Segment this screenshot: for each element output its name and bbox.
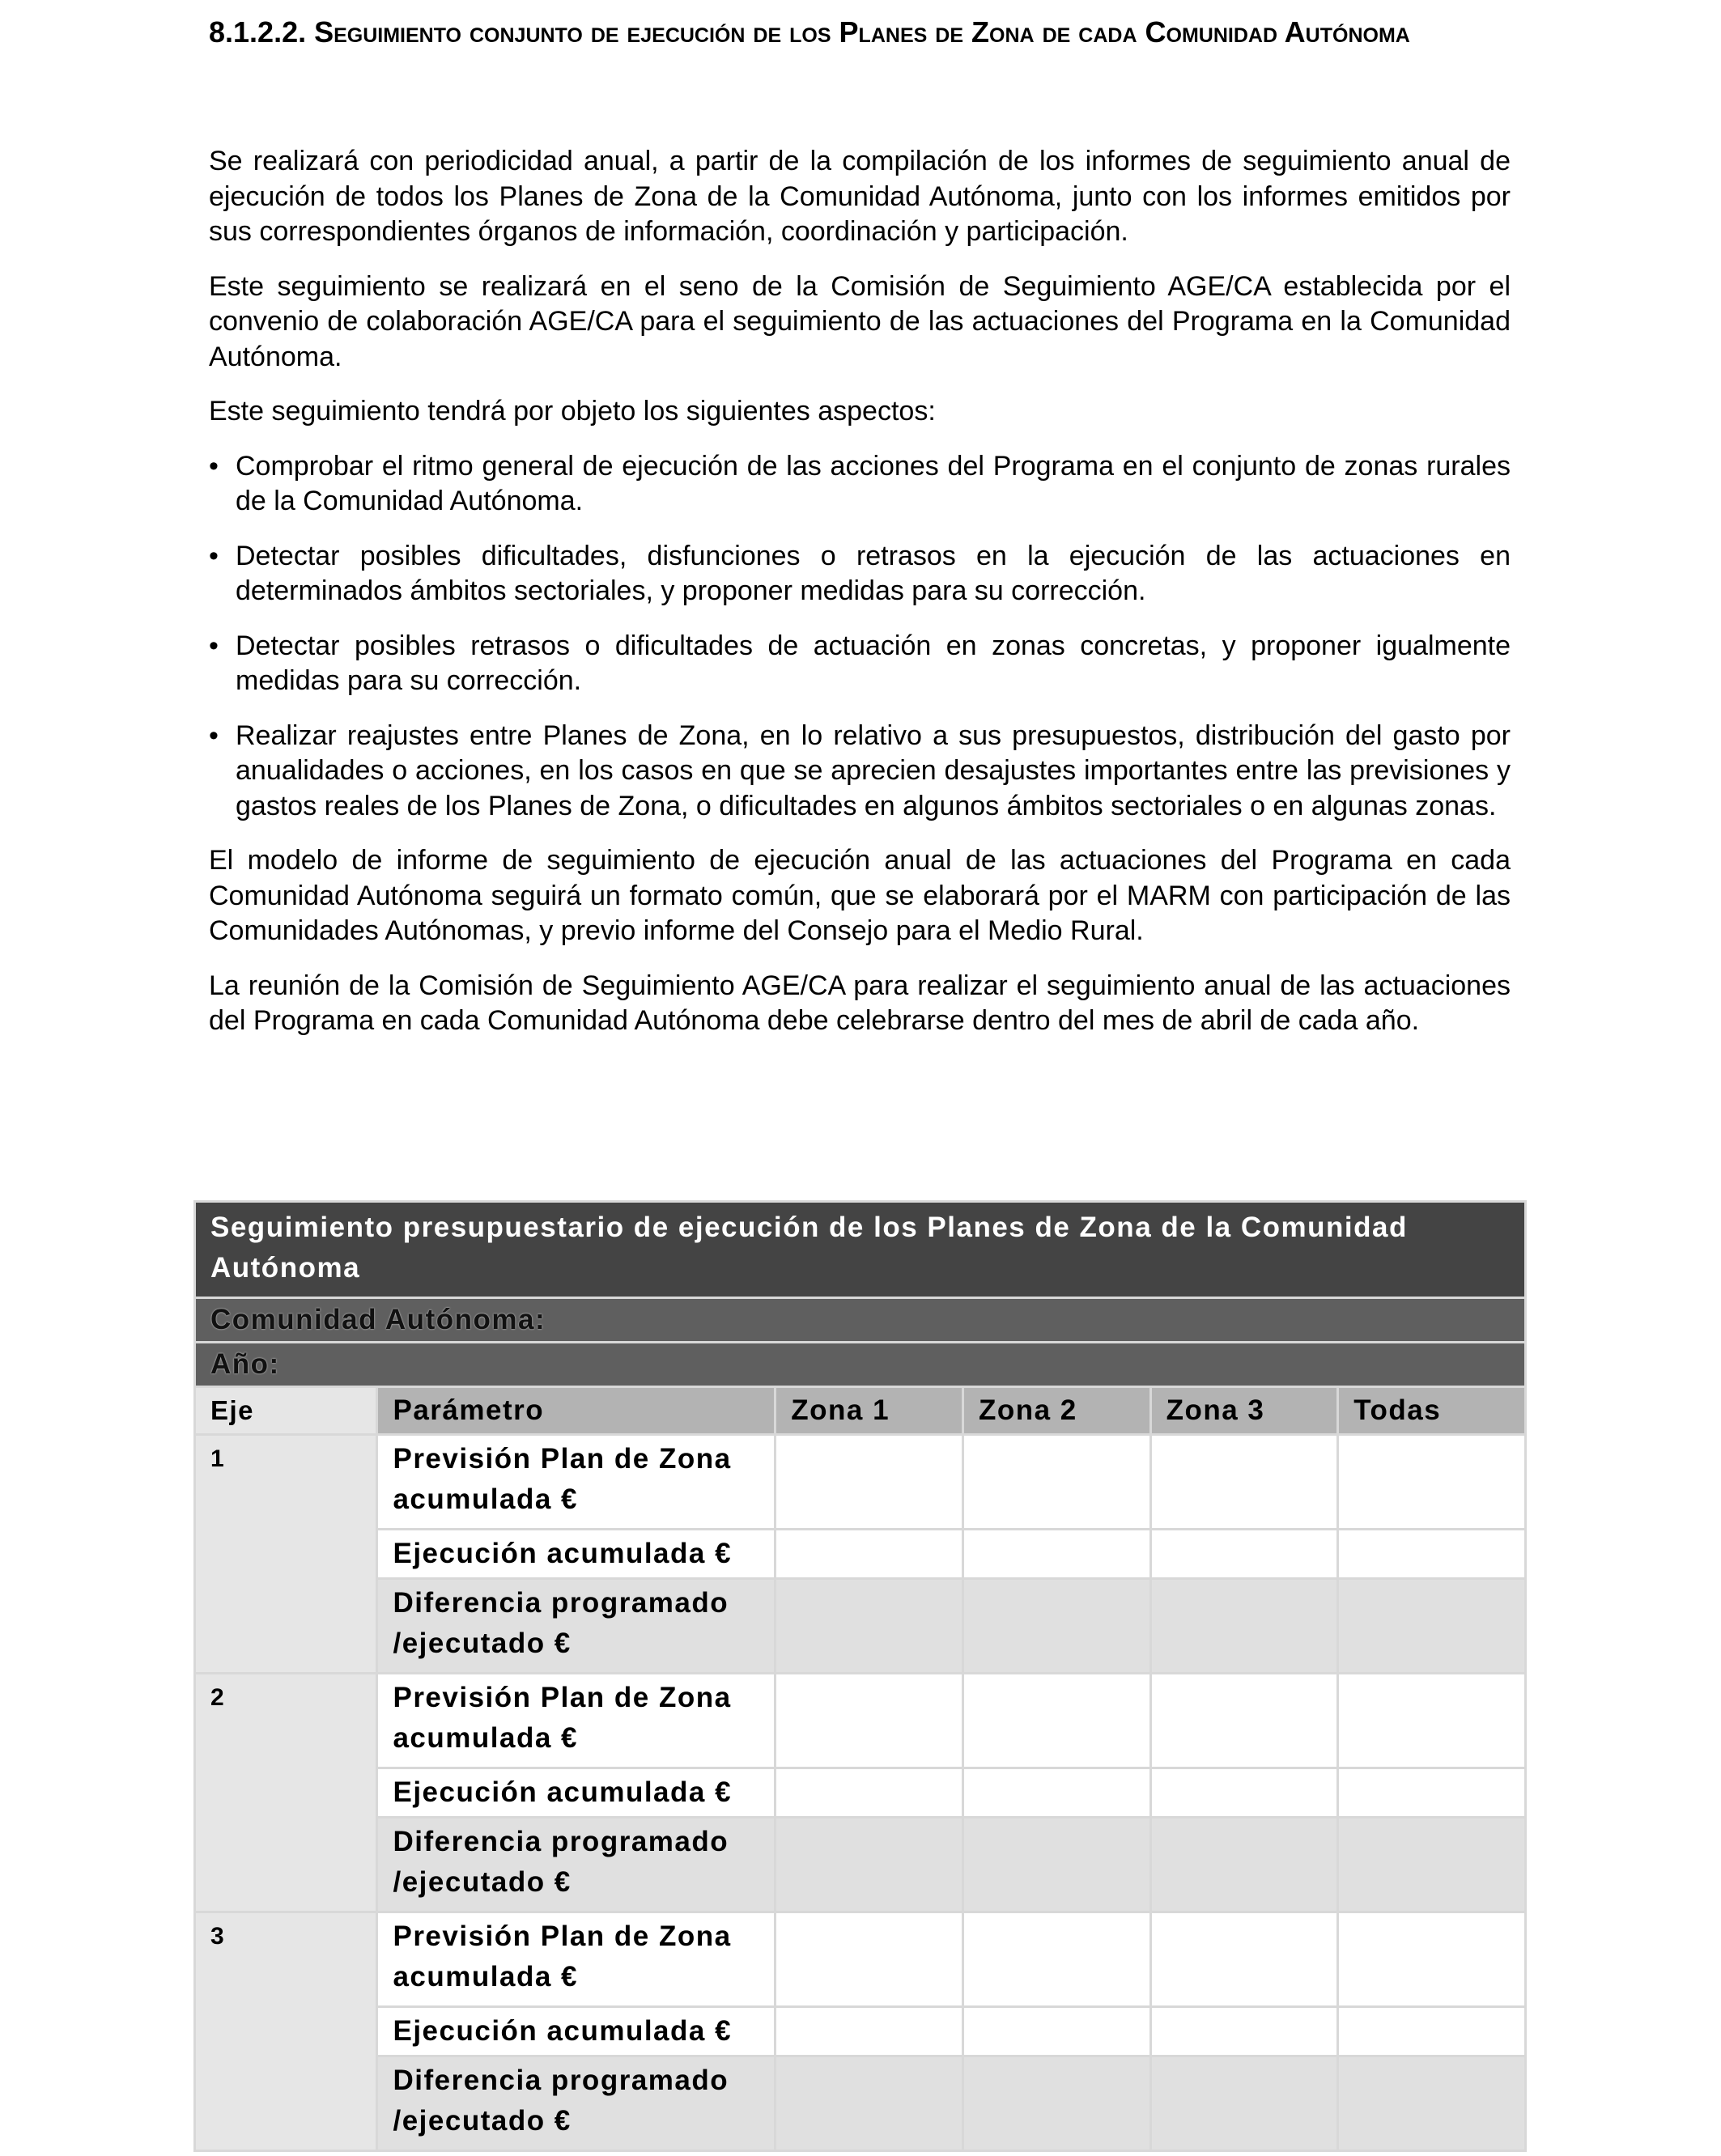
header-zona-3: Zona 3 — [1150, 1387, 1338, 1435]
list-item: • Detectar posibles dificultades, disfunciones o retrasos en la ejecución de las actuaciones en determinados ámbitos sectoriales, y proponer medidas para su corrección. — [209, 539, 1511, 609]
value-cell[interactable] — [1338, 1530, 1526, 1579]
table-row — [195, 1768, 1526, 1818]
value-cell[interactable] — [1150, 1768, 1338, 1818]
value-cell[interactable] — [776, 1530, 963, 1579]
paragraph: Este seguimiento se realizará en el seno de la Comisión de Seguimiento AGE/CA establecida por el convenio de colaboración AGE/CA para el seguimiento de las actuaciones del Programa en la Comunidad Autónoma. — [209, 270, 1511, 372]
list-item: • Detectar posibles retrasos o dificultades de actuación en zonas concretas, y proponer igualmente medidas para su corrección. — [209, 629, 1511, 699]
paragraph: Se realizará con periodicidad anual, a partir de la compilación de los informes de seguimiento anual de ejecución de todos los Planes de Zona de la Comunidad Autónoma, junto con los informes emitidos por sus correspondientes órganos de información, coordinación y participación. — [209, 146, 1511, 247]
value-cell[interactable] — [962, 1674, 1150, 1768]
value-cell[interactable] — [1338, 1818, 1526, 1912]
param-cell: Diferencia programado /ejecutado € — [377, 1579, 776, 1674]
value-cell[interactable] — [962, 1435, 1150, 1530]
budget-tracking-table — [193, 1200, 1527, 2152]
value-cell[interactable] — [962, 2056, 1150, 2151]
eje-cell: 1 — [195, 1435, 377, 1674]
value-cell[interactable] — [776, 1579, 963, 1674]
value-cell[interactable] — [776, 2007, 963, 2056]
value-cell[interactable] — [1150, 2056, 1338, 2151]
paragraph: El modelo de informe de seguimiento de ejecución anual de las actuaciones del Programa en cada Comunidad Autónoma seguirá un formato común, que se elaborará por el MARM con participación de las Comunidades Autónomas, y previo informe del Consejo para el Medio Rural. — [209, 845, 1511, 946]
param-cell: Previsión Plan de Zona acumulada € — [377, 1912, 776, 2007]
list-item: • Comprobar el ritmo general de ejecución de las acciones del Programa en el conjunto de zonas rurales de la Comunidad Autónoma. — [209, 449, 1511, 520]
paragraph: Este seguimiento tendrá por objeto los siguientes aspectos: — [209, 396, 936, 427]
header-zona-1: Zona 1 — [776, 1387, 963, 1435]
value-cell[interactable] — [962, 1912, 1150, 2007]
value-cell[interactable] — [1150, 1435, 1338, 1530]
param-cell: Previsión Plan de Zona acumulada € — [377, 1435, 776, 1530]
table-row — [195, 2007, 1526, 2056]
table-row — [195, 1435, 1526, 1530]
param-cell: Diferencia programado /ejecutado € — [377, 1818, 776, 1912]
table-row — [195, 1818, 1526, 1912]
param-cell: Ejecución acumulada € — [377, 1530, 776, 1579]
value-cell[interactable] — [1338, 2056, 1526, 2151]
table-row — [195, 1579, 1526, 1674]
table-row — [195, 1912, 1526, 2007]
value-cell[interactable] — [1338, 1768, 1526, 1818]
param-cell: Diferencia programado /ejecutado € — [377, 2056, 776, 2151]
value-cell[interactable] — [776, 1674, 963, 1768]
table-title: Seguimiento presupuestario de ejecución de los Planes de Zona de la Comunidad Autónoma — [195, 1202, 1526, 1298]
value-cell[interactable] — [1150, 1579, 1338, 1674]
value-cell[interactable] — [1150, 1674, 1338, 1768]
header-zona-2: Zona 2 — [962, 1387, 1150, 1435]
value-cell[interactable] — [1150, 1912, 1338, 2007]
value-cell[interactable] — [776, 1768, 963, 1818]
eje-cell: 3 — [195, 1912, 377, 2151]
table-row — [195, 1674, 1526, 1768]
value-cell[interactable] — [776, 1435, 963, 1530]
param-cell: Previsión Plan de Zona acumulada € — [377, 1674, 776, 1768]
value-cell[interactable] — [1150, 1530, 1338, 1579]
section-heading: 8.1.2.2. Seguimiento conjunto de ejecución de los Planes de Zona de cada Comunidad Autónoma — [209, 15, 1410, 49]
table-row — [195, 2056, 1526, 2151]
param-cell: Ejecución acumulada € — [377, 2007, 776, 2056]
table-row — [195, 1530, 1526, 1579]
value-cell[interactable] — [1338, 1912, 1526, 2007]
value-cell[interactable] — [1338, 2007, 1526, 2056]
body-text — [209, 144, 1511, 1059]
paragraph: La reunión de la Comisión de Seguimiento AGE/CA para realizar el seguimiento anual de las actuaciones del Programa en cada Comunidad Autónoma debe celebrarse dentro del mes de abril de cada año. — [209, 970, 1511, 1036]
value-cell[interactable] — [962, 1818, 1150, 1912]
header-todas: Todas — [1338, 1387, 1526, 1435]
table-header-row — [195, 1387, 1526, 1435]
value-cell[interactable] — [1338, 1674, 1526, 1768]
value-cell[interactable] — [776, 2056, 963, 2151]
value-cell[interactable] — [776, 1912, 963, 2007]
eje-cell: 2 — [195, 1674, 377, 1912]
ca-field: Comunidad Autónoma: — [195, 1298, 1526, 1343]
header-parametro: Parámetro — [377, 1387, 776, 1435]
objectives-list — [209, 449, 1511, 825]
value-cell[interactable] — [962, 1768, 1150, 1818]
param-cell: Ejecución acumulada € — [377, 1768, 776, 1818]
value-cell[interactable] — [1150, 2007, 1338, 2056]
list-item: • Realizar reajustes entre Planes de Zona, en lo relativo a sus presupuestos, distribución del gasto por anualidades o acciones, en los casos en que se aprecien desajustes importantes entre las previsiones y gastos reales de los Planes de Zona, o dificultades en algunos ámbitos sectoriales o en algunas zonas. — [209, 719, 1511, 825]
value-cell[interactable] — [962, 2007, 1150, 2056]
value-cell[interactable] — [962, 1579, 1150, 1674]
value-cell[interactable] — [962, 1530, 1150, 1579]
year-field: Año: — [195, 1343, 1526, 1387]
value-cell[interactable] — [776, 1818, 963, 1912]
value-cell[interactable] — [1338, 1579, 1526, 1674]
value-cell[interactable] — [1338, 1435, 1526, 1530]
value-cell[interactable] — [1150, 1818, 1338, 1912]
header-eje: Eje — [195, 1387, 377, 1435]
